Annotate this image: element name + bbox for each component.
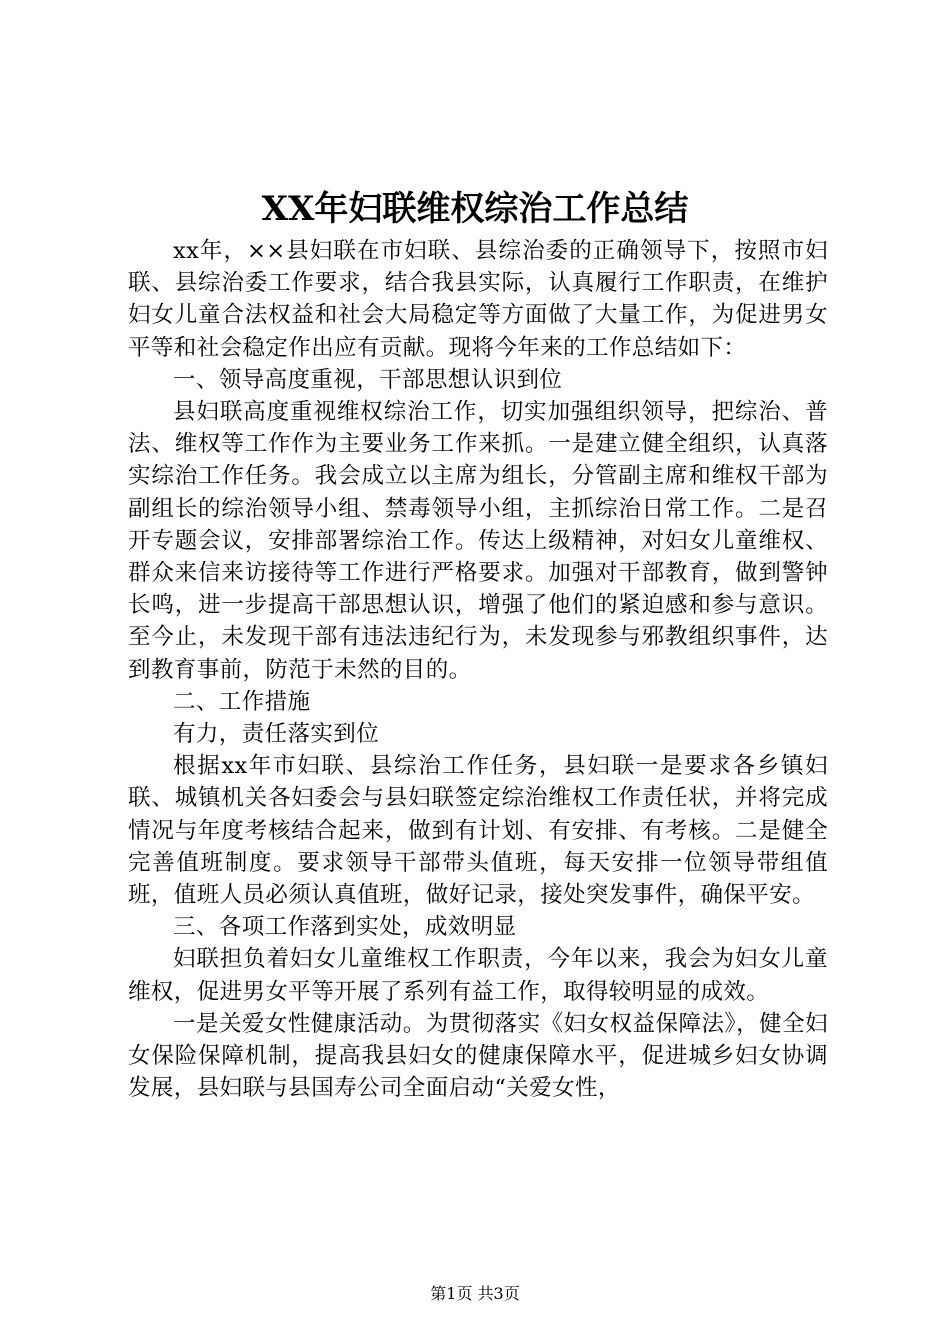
- paragraph-section-3-item-1: 一是关爱女性健康活动。为贯彻落实《妇女权益保障法》，健全妇女保险保障机制，提高我县妇女的健康保障水平，促进城乡妇女协调发展，县妇联与县国寿公司全面启动“关爱女性，: [128, 1010, 828, 1102]
- paragraph-section-2: 根据xx年市妇联、县综治工作任务，县妇联一是要求各乡镇妇联、城镇机关各妇委会与县妇联签定综治维权工作责任状，并将完成情况与年度考核结合起来，做到有计划、有安排、有考核。二是健全完善值班制度。要求领导干部带头值班，每天安排一位领导带组值班，值班人员必须认真值班，做好记录，接处突发事件，确保平安。: [128, 753, 828, 909]
- document-body: [128, 235, 828, 1104]
- section-heading-2-continued: 有力，责任落实到位: [173, 721, 380, 748]
- section-heading-2: 二、工作措施: [173, 688, 311, 715]
- section-heading-1: 一、领导高度重视，干部思想认识到位: [173, 366, 563, 393]
- page-footer: 第1页 共3页: [430, 1284, 520, 1303]
- paragraph-intro: xx年，××县妇联在市妇联、县综治委的正确领导下，按照市妇联、县综治委工作要求，结合我县实际，认真履行工作职责，在维护妇女儿童合法权益和社会大局稳定等方面做了大量工作，为促进男女平等和社会稳定作出应有贡献。现将今年来的工作总结如下：: [128, 238, 828, 361]
- section-heading-3: 三、各项工作落到实处，成效明显: [173, 914, 517, 941]
- paragraph-section-1: 县妇联高度重视维权综治工作，切实加强组织领导，把综治、普法、维权等工作作为主要业务工作来抓。一是建立健全组织，认真落实综治工作任务。我会成立以主席为组长，分管副主席和维权干部为副组长的综治领导小组、禁毒领导小组，主抓综治日常工作。二是召开专题会议，安排部署综治工作。传达上级精神，对妇女儿童维权、群众来信来访接待等工作进行严格要求。加强对干部教育，做到警钟长鸣，进一步提高干部思想认识，增强了他们的紧迫感和参与意识。至今止，未发现干部有违法违纪行为，未发现参与邪教组织事件，达到教育事前，防范于未然的目的。: [128, 399, 828, 683]
- paragraph-section-3: 妇联担负着妇女儿童维权工作职责，今年以来，我会为妇女儿童维权，促进男女平等开展了系列有益工作，取得较明显的成效。: [128, 946, 828, 1005]
- document-title: XX年妇联维权综治工作总结: [261, 189, 689, 229]
